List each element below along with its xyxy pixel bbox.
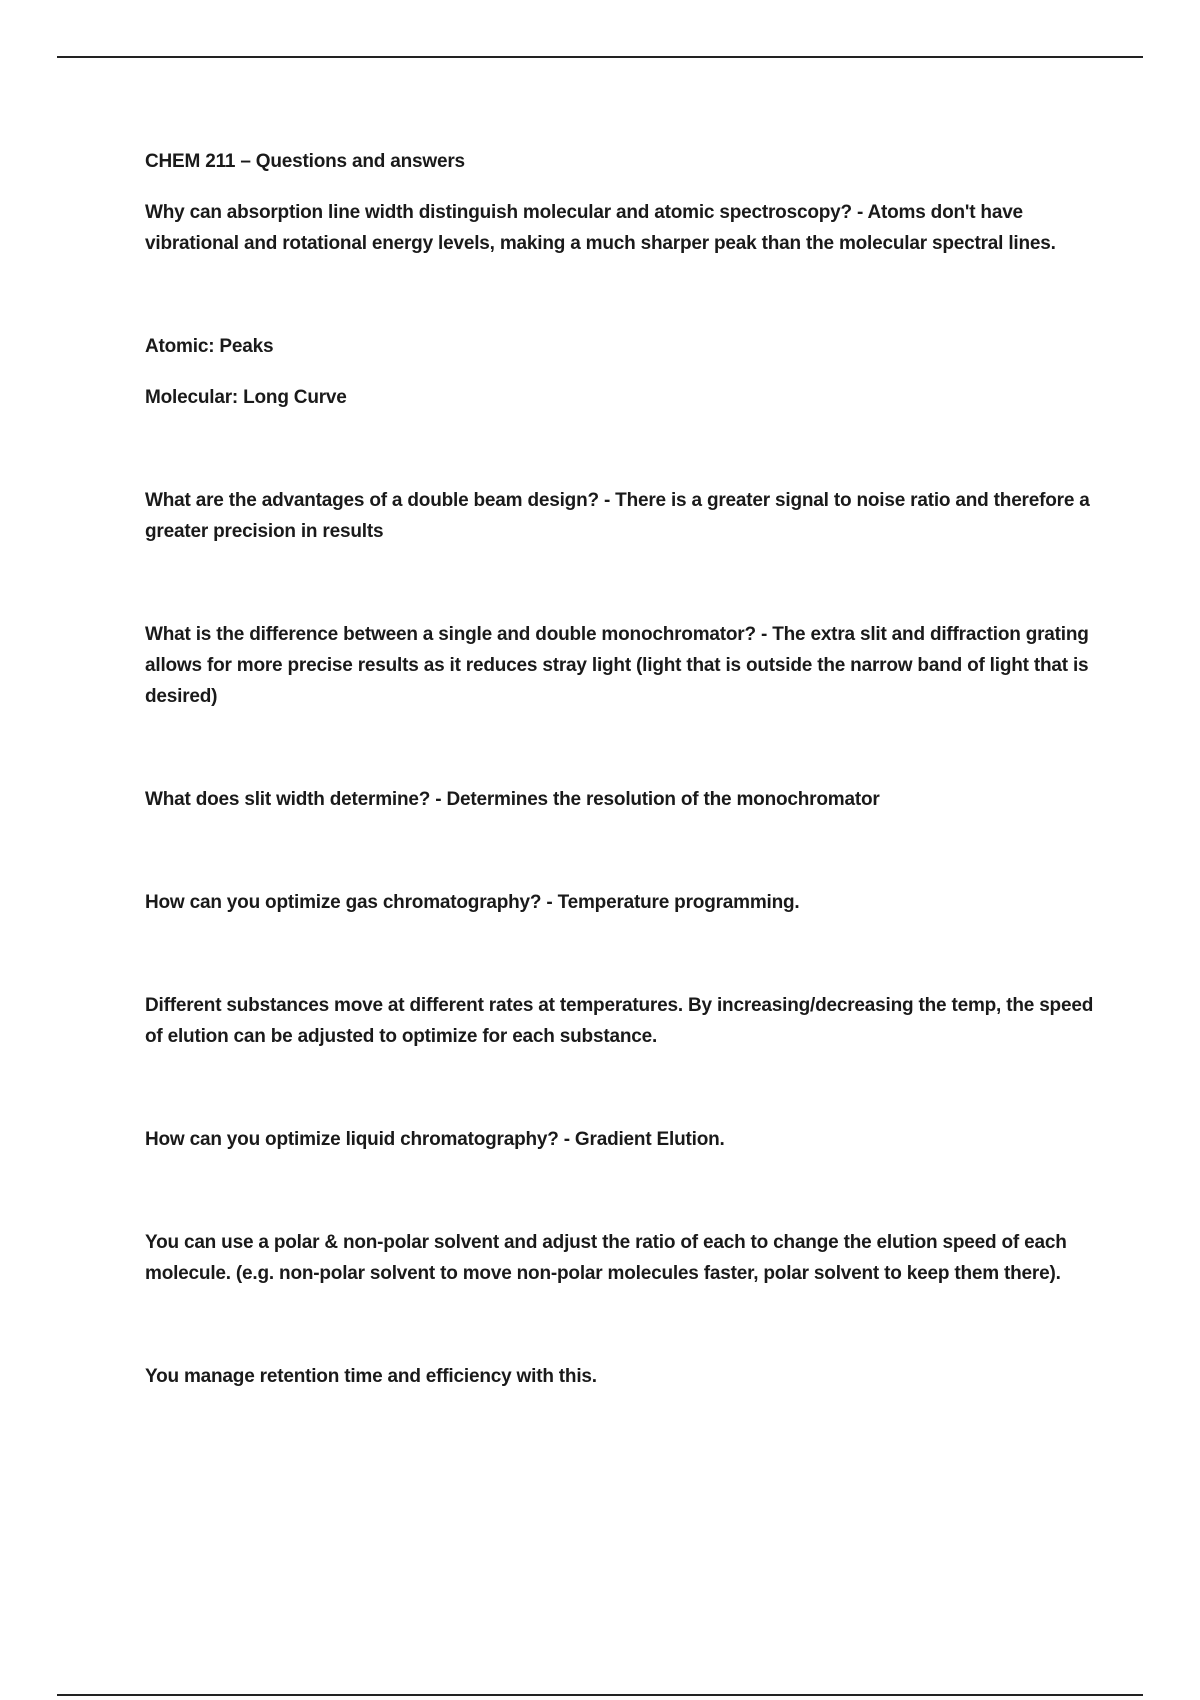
- retention-note: You manage retention time and efficiency with this.: [145, 1366, 597, 1387]
- document-title: CHEM 211 – Questions and answers: [145, 151, 465, 172]
- bottom-divider: [57, 1694, 1143, 1696]
- liquid-chromatography-explanation: You can use a polar & non-polar solvent and adjust the ratio of each to change the elution speed of each molecule. (e.g. non-polar solvent to move non-polar molecules faster, polar solvent to keep them there).: [145, 1232, 1067, 1284]
- qa-monochromator: What is the difference between a single and double monochromator? - The extra slit and diffraction grating allows for more precise results as it reduces stray light (light that is outside the narrow band of light that is desired): [145, 624, 1089, 707]
- document-body: [145, 146, 1095, 1392]
- gas-chromatography-explanation: Different substances move at different rates at temperatures. By increasing/decreasing the temp, the speed of elution can be adjusted to optimize for each substance.: [145, 995, 1094, 1047]
- qa-absorption-line-width: Why can absorption line width distinguish molecular and atomic spectroscopy? - Atoms don't have vibrational and rotational energy levels, making a much sharper peak than the molecular spectral lines.: [145, 202, 1056, 254]
- atomic-peaks-note: Atomic: Peaks: [145, 336, 274, 357]
- qa-gas-chromatography: How can you optimize gas chromatography? - Temperature programming.: [145, 892, 800, 913]
- top-divider: [57, 56, 1143, 58]
- qa-slit-width: What does slit width determine? - Determines the resolution of the monochromator: [145, 789, 880, 810]
- qa-liquid-chromatography: How can you optimize liquid chromatography? - Gradient Elution.: [145, 1129, 725, 1150]
- qa-double-beam: What are the advantages of a double beam design? - There is a greater signal to noise ratio and therefore a greater precision in results: [145, 490, 1090, 542]
- molecular-curve-note: Molecular: Long Curve: [145, 387, 347, 408]
